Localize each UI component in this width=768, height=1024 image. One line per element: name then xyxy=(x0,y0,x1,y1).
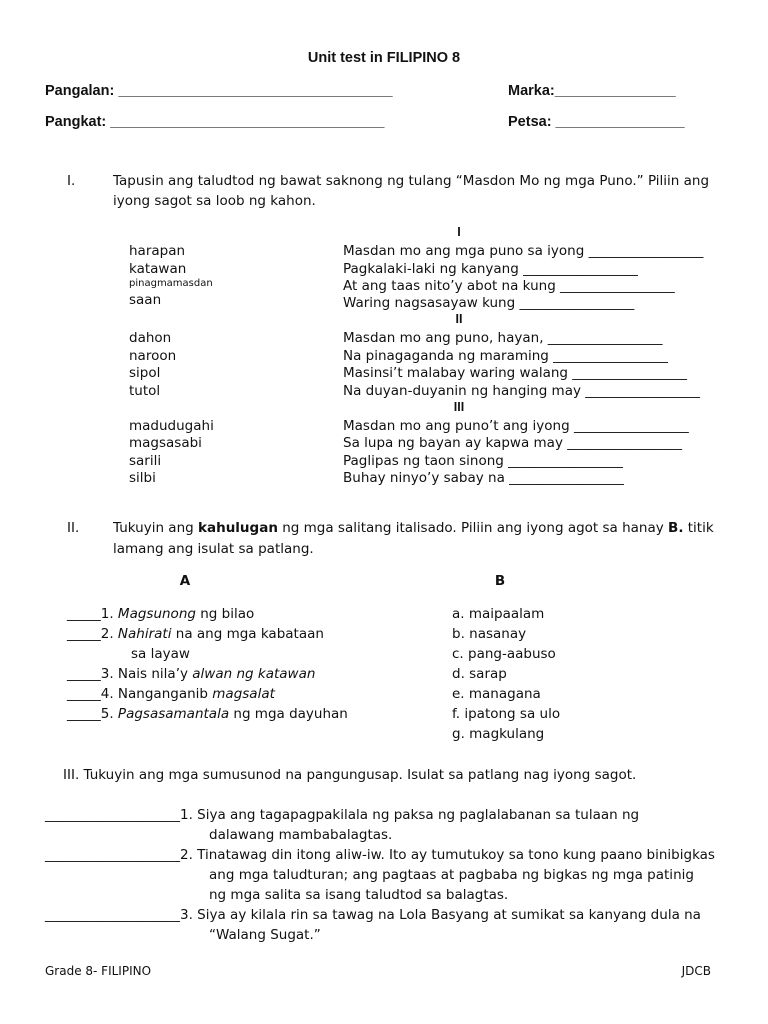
part1-instruction-line1: Tapusin ang taludtod ng bawat saknong ng tulang “Masdon Mo ng mga Puno.” Piliin ang xyxy=(113,173,710,189)
item-italic: alwan ng katawan xyxy=(192,666,316,682)
poem-line[interactable]: At ang taas nito’y abot na kung _________________ xyxy=(343,278,675,294)
part2-instruction-line2: lamang ang isulat sa patlang. xyxy=(113,541,314,557)
choice-word: katawan xyxy=(129,261,187,277)
b-option: e. managana xyxy=(452,686,541,702)
item-text: ng mga dayuhan xyxy=(229,706,348,722)
footer-right: JDCB xyxy=(681,964,711,978)
instr-text: Tukuyin ang xyxy=(113,520,198,536)
item-blank: _____5. xyxy=(67,706,118,722)
identification-item-continued: dalawang mambabalagtas. xyxy=(209,827,393,843)
choice-word: pinagmamasdan xyxy=(129,278,213,289)
poem-line[interactable]: Buhay ninyo’y sabay na _________________ xyxy=(343,470,624,486)
matching-item[interactable] xyxy=(67,626,324,642)
pangkat-field[interactable]: Pangkat: __________________________________ xyxy=(45,114,385,130)
matching-item-continued: sa layaw xyxy=(131,646,190,662)
identification-item[interactable]: ____________________2. Tinatawag din itong aliw-iw. Ito ay tumutukoy sa tono kung paano binibigkas xyxy=(45,847,715,863)
b-option: f. ipatong sa ulo xyxy=(452,706,561,722)
identification-item[interactable]: ____________________3. Siya ay kilala rin sa tawag na Lola Basyang at sumikat sa kanyang dula na xyxy=(45,907,701,923)
stanza-label: III xyxy=(453,400,465,414)
choice-word: naroon xyxy=(129,348,177,364)
poem-line[interactable]: Na pinagaganda ng maraming _________________ xyxy=(343,348,668,364)
identification-item-continued: ng mga salita sa isang taludtod sa balagtas. xyxy=(209,887,509,903)
footer-left: Grade 8- FILIPINO xyxy=(45,964,152,978)
stanza-label: II xyxy=(455,312,463,326)
item-blank: _____3. Nais nila’y xyxy=(67,666,193,682)
poem-line[interactable]: Sa lupa ng bayan ay kapwa may _________________ xyxy=(343,435,682,451)
choice-word: madudugahi xyxy=(129,418,214,434)
choice-word: dahon xyxy=(129,330,172,346)
matching-item[interactable] xyxy=(67,666,315,682)
poem-line[interactable]: Na duyan-duyanin ng hanging may _________________ xyxy=(343,383,701,399)
petsa-field[interactable]: Petsa: ________________ xyxy=(508,114,685,130)
item-italic: magsalat xyxy=(212,686,275,702)
part1-number: I. xyxy=(67,173,76,189)
instr-bold: B. xyxy=(668,520,684,536)
marka-field[interactable]: Marka:_______________ xyxy=(508,83,676,99)
identification-item-continued: “Walang Sugat.” xyxy=(209,927,321,943)
item-text: na ang mga kabataan xyxy=(171,626,324,642)
column-a-header: A xyxy=(179,573,191,589)
item-blank: _____1. xyxy=(67,606,118,622)
choice-word: sipol xyxy=(129,365,161,381)
identification-item-continued: ang mga taludturan; ang pagtaas at pagbaba ng bigkas ng mga patinig xyxy=(209,867,694,883)
item-italic: Magsunong xyxy=(117,606,196,622)
poem-line[interactable]: Masdan mo ang puno, hayan, _________________ xyxy=(343,330,663,346)
part2-instruction-line1 xyxy=(113,520,714,536)
identification-item[interactable]: ____________________1. Siya ang tagapagpakilala ng paksa ng paglalabanan sa tulaan ng xyxy=(45,807,640,823)
choice-word: saan xyxy=(129,292,162,308)
part3-instruction: III. Tukuyin ang mga sumusunod na pangungusap. Isulat sa patlang nag iyong sagot. xyxy=(63,767,637,783)
b-option: a. maipaalam xyxy=(452,606,545,622)
choice-word: sarili xyxy=(129,453,162,469)
item-blank: _____2. xyxy=(67,626,118,642)
choice-word: harapan xyxy=(129,243,186,259)
b-option: g. magkulang xyxy=(452,726,545,742)
b-option: b. nasanay xyxy=(452,626,527,642)
item-italic: Nahirati xyxy=(117,626,172,642)
b-option: d. sarap xyxy=(452,666,507,682)
matching-item[interactable] xyxy=(67,706,348,722)
part2-number: II. xyxy=(67,520,80,536)
stanza-label: I xyxy=(457,225,461,239)
poem-line[interactable]: Masinsi’t malabay waring walang _________________ xyxy=(343,365,688,381)
matching-item[interactable] xyxy=(67,606,254,622)
instr-bold: kahulugan xyxy=(198,520,278,536)
item-italic: Pagsasamantala xyxy=(117,706,230,722)
instr-text: titik xyxy=(683,520,714,536)
item-blank: _____4. Nanganganib xyxy=(67,686,213,702)
pangalan-field[interactable]: Pangalan: __________________________________ xyxy=(45,83,393,99)
b-option: c. pang-aabuso xyxy=(452,646,556,662)
poem-line[interactable]: Paglipas ng taon sinong _________________ xyxy=(343,453,623,469)
page-title: Unit test in FILIPINO 8 xyxy=(307,50,461,66)
instr-text: ng mga salitang italisado. Piliin ang iyong agot sa hanay xyxy=(277,520,669,536)
matching-item[interactable] xyxy=(67,686,275,702)
poem-line[interactable]: Pagkalaki-laki ng kanyang _________________ xyxy=(343,261,638,277)
poem-line[interactable]: Masdan mo ang puno’t ang iyong _________________ xyxy=(343,418,689,434)
choice-word: silbi xyxy=(129,470,156,486)
choice-word: magsasabi xyxy=(129,435,202,451)
choice-word: tutol xyxy=(129,383,161,399)
poem-line[interactable]: Waring nagsasayaw kung _________________ xyxy=(343,295,635,311)
part1-instruction-line2: iyong sagot sa loob ng kahon. xyxy=(113,193,316,209)
item-text: ng bilao xyxy=(195,606,255,622)
column-b-header: B xyxy=(494,573,506,589)
poem-line[interactable]: Masdan mo ang mga puno sa iyong _________________ xyxy=(343,243,704,259)
